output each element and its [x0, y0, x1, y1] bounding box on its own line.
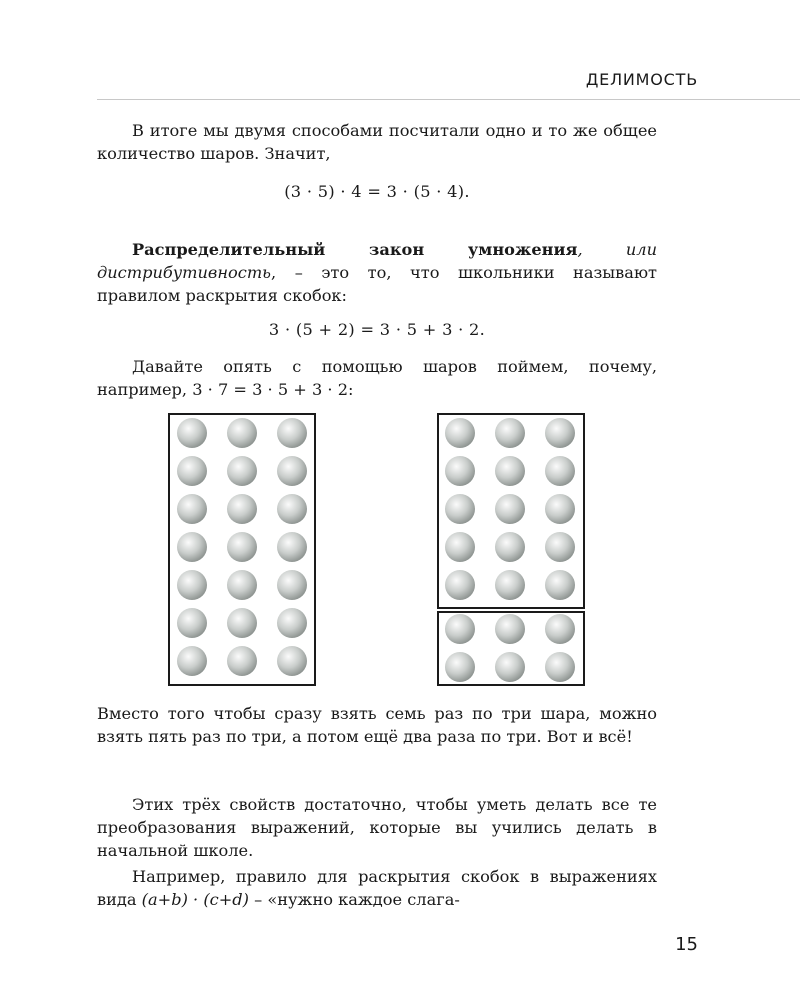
page-number: 15: [675, 934, 698, 955]
ball: [227, 418, 257, 448]
ball: [277, 494, 307, 524]
paragraph-conclusion: В итоге мы двумя способами посчитали одно и то же общее количество шаров. Значит,: [97, 121, 657, 163]
paragraph-lead: Например, правило для раскрытия скобок в выражениях вида: [97, 867, 657, 909]
paragraph-example-intro: Давайте опять с помощью шаров поймем, почему, например, 3 · 7 = 3 · 5 + 3 · 2:: [97, 357, 657, 399]
ball: [495, 494, 525, 524]
ball: [177, 532, 207, 562]
ball: [495, 456, 525, 486]
term-distributivity: дистрибутивность: [97, 263, 271, 282]
ball: [445, 652, 475, 682]
paragraph-rest: , – это то, что школьники называют правилом раскрытия скобок:: [97, 263, 657, 305]
term-distributive-law: Распределительный закон умножения: [132, 240, 578, 259]
ball: [227, 646, 257, 676]
paragraph-bracket-rule: [97, 865, 657, 911]
ball: [177, 608, 207, 638]
math-expression: (a+b) · (c+d): [141, 890, 249, 909]
right-bottom-group-balls: [445, 614, 575, 682]
ball: [495, 532, 525, 562]
ball: [227, 570, 257, 600]
ball: [445, 570, 475, 600]
ball: [177, 494, 207, 524]
ball: [495, 418, 525, 448]
ball: [495, 614, 525, 644]
left-group-balls: [177, 418, 307, 676]
paragraph-joiner: , или: [577, 240, 657, 259]
ball: [445, 614, 475, 644]
ball: [445, 456, 475, 486]
ball: [445, 418, 475, 448]
ball: [277, 418, 307, 448]
ball: [545, 532, 575, 562]
ball: [545, 570, 575, 600]
ball: [227, 608, 257, 638]
ball: [177, 456, 207, 486]
ball: [227, 456, 257, 486]
ball: [177, 646, 207, 676]
ball: [545, 456, 575, 486]
chapter-title: ДЕЛИМОСТЬ: [585, 70, 698, 89]
ball: [545, 652, 575, 682]
paragraph-tail: – «нужно каждое слага-: [248, 890, 460, 909]
ball: [495, 652, 525, 682]
ball: [227, 532, 257, 562]
ball: [545, 614, 575, 644]
right-top-group-balls: [445, 418, 575, 600]
ball: [277, 456, 307, 486]
formula-associative: (3 · 5) · 4 = 3 · (5 · 4).: [284, 182, 470, 201]
ball: [227, 494, 257, 524]
ball: [495, 570, 525, 600]
ball: [445, 532, 475, 562]
ball: [445, 494, 475, 524]
paragraph-three-properties: Этих трёх свойств достаточно, чтобы уметь делать все те преобразования выражений, которые вы учились делать в начальной школе.: [97, 795, 657, 860]
paragraph-explanation: Вместо того чтобы сразу взять семь раз по три шара, можно взять пять раз по три, а потом ещё два раза по три. Вот и всё!: [97, 704, 657, 746]
ball: [177, 418, 207, 448]
ball: [177, 570, 207, 600]
ball: [277, 608, 307, 638]
ball: [545, 494, 575, 524]
ball: [277, 646, 307, 676]
ball: [277, 532, 307, 562]
ball: [545, 418, 575, 448]
formula-distributive: 3 · (5 + 2) = 3 · 5 + 3 · 2.: [268, 320, 486, 339]
ball: [277, 570, 307, 600]
